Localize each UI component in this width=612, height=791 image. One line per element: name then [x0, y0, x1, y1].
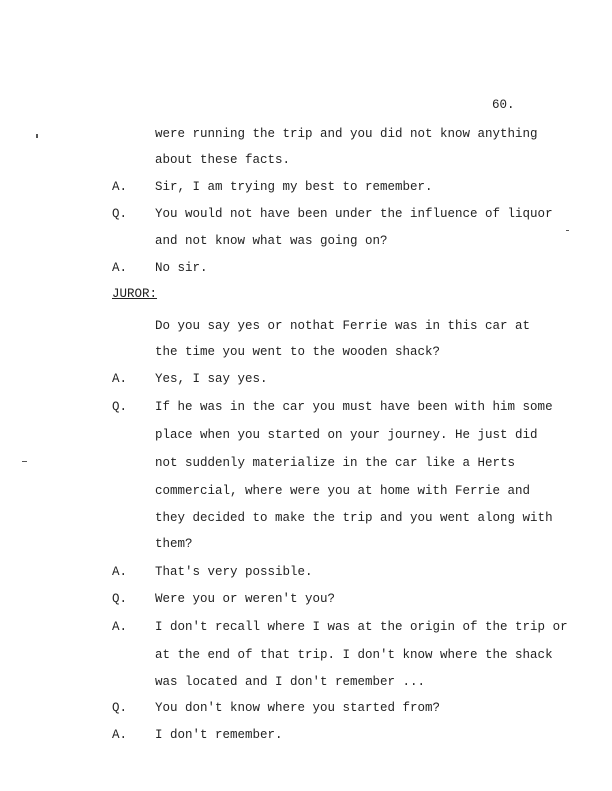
transcript-line: them?	[155, 537, 193, 551]
question-label: Q.	[112, 701, 128, 715]
answer-label: A.	[112, 565, 128, 579]
scan-mark	[566, 230, 569, 231]
answer-label: A.	[112, 261, 128, 275]
transcript-line: place when you started on your journey. He just did	[155, 428, 538, 442]
transcript-line: at the end of that trip. I don't know where the shack	[155, 648, 553, 662]
transcript-line: Do you say yes or nothat Ferrie was in this car at	[155, 319, 531, 333]
transcript-line: and not know what was going on?	[155, 234, 388, 248]
transcript-line: were running the trip and you did not know anything	[155, 127, 538, 141]
scan-mark	[36, 134, 38, 138]
answer-label: A.	[112, 372, 128, 386]
page-number: 60.	[492, 98, 515, 112]
answer-label: A.	[112, 620, 128, 634]
transcript-line: You don't know where you started from?	[155, 701, 441, 715]
transcript-line: commercial, where were you at home with Ferrie and	[155, 484, 531, 498]
question-label: Q.	[112, 207, 128, 221]
transcript-line: No sir.	[155, 261, 208, 275]
transcript-line: Sir, I am trying my best to remember.	[155, 180, 433, 194]
transcript-line: not suddenly materialize in the car like a Herts	[155, 456, 516, 470]
answer-label: A.	[112, 180, 128, 194]
transcript-line: about these facts.	[155, 153, 291, 167]
transcript-line: was located and I don't remember ...	[155, 675, 426, 689]
transcript-line: I don't recall where I was at the origin of the trip or	[155, 620, 568, 634]
transcript-line: That's very possible.	[155, 565, 313, 579]
transcript-line: Yes, I say yes.	[155, 372, 268, 386]
transcript-line: I don't remember.	[155, 728, 283, 742]
answer-label: A.	[112, 728, 128, 742]
transcript-line: You would not have been under the influence of liquor	[155, 207, 553, 221]
question-label: Q.	[112, 592, 128, 606]
transcript-line: the time you went to the wooden shack?	[155, 345, 441, 359]
speaker-heading: JUROR:	[112, 287, 158, 301]
transcript-line: they decided to make the trip and you went along with	[155, 511, 553, 525]
scan-mark	[22, 461, 27, 462]
transcript-line: Were you or weren't you?	[155, 592, 336, 606]
transcript-line: If he was in the car you must have been with him some	[155, 400, 553, 414]
question-label: Q.	[112, 400, 128, 414]
